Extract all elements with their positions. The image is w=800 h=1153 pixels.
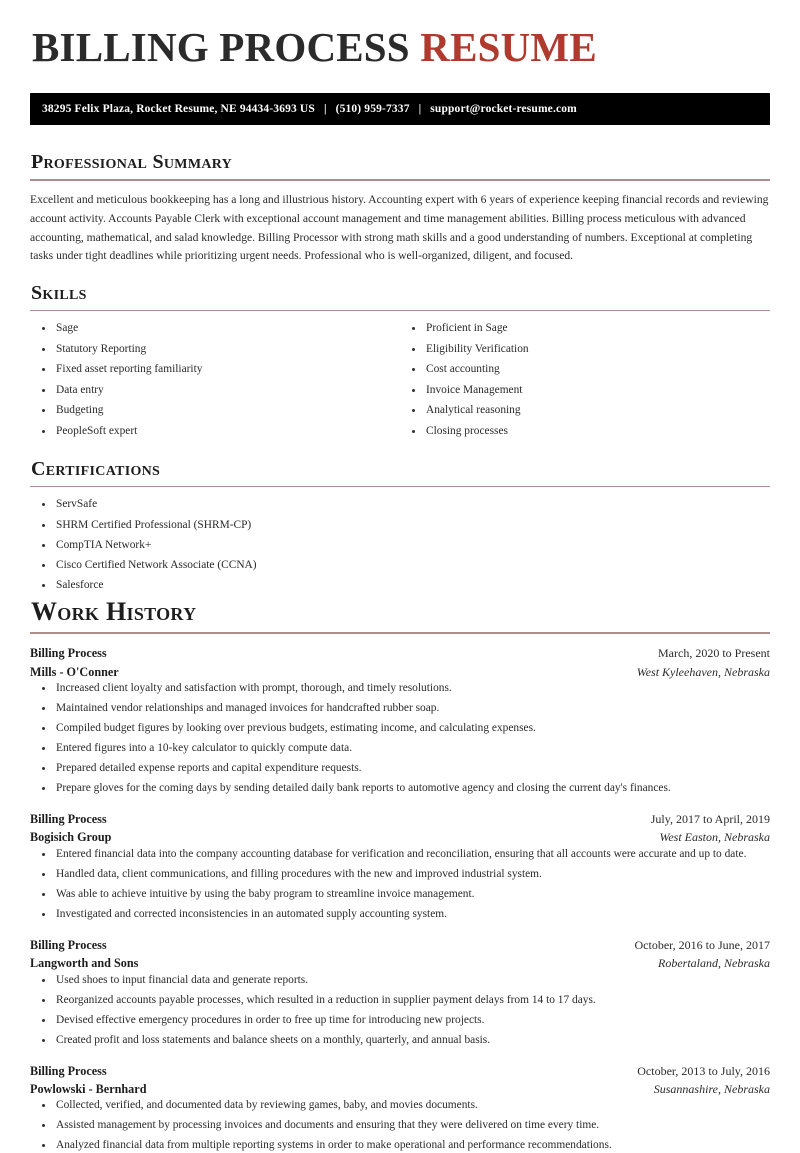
work-history-entry xyxy=(30,1062,770,1153)
contact-separator-2: | xyxy=(418,103,422,116)
summary-text: Excellent and meticulous bookkeeping has a long and illustrious history. Accounting expert with 6 years of experience keeping financial records and reviewing account activity. Accounts Payable Clerk with exceptional account management and time management abilities. Billing process meticulous with advanced accounting, mathematical, and salad knowledge. Billing Processor with strong math skills and a good understanding of numbers. Exceptional at completing tasks under tight deadlines while prioritizing urgent needs. Professional who is well-organized, diligent, and focused. xyxy=(30,193,769,263)
job-title-row xyxy=(30,810,770,828)
section-professional-summary xyxy=(30,151,770,266)
list-item: SHRM Certified Professional (SHRM-CP) xyxy=(30,518,770,533)
work-history-entry xyxy=(30,936,770,1048)
job-location: Robertaland, Nebraska xyxy=(658,956,770,971)
list-item: Created profit and loss statements and balance sheets on a monthly, quarterly, and annual basis. xyxy=(30,1033,770,1048)
job-company-row xyxy=(30,1080,770,1098)
job-bullets xyxy=(30,681,770,796)
list-item: Invoice Management xyxy=(400,383,770,398)
list-item: Analytical reasoning xyxy=(400,403,770,418)
job-dates: October, 2016 to June, 2017 xyxy=(634,937,770,952)
contact-bar xyxy=(30,93,770,125)
job-location: Susannashire, Nebraska xyxy=(653,1082,770,1097)
contact-address: 38295 Felix Plaza, Rocket Resume, NE 94434-3693 US xyxy=(42,103,315,116)
resume-title-accent: RESUME xyxy=(420,24,597,70)
job-company: Mills - O'Conner xyxy=(30,664,119,679)
list-item: Eligibility Verification xyxy=(400,342,770,357)
section-heading-skills: Skills xyxy=(31,282,87,305)
section-divider-summary xyxy=(30,179,770,181)
job-bullets xyxy=(30,973,770,1048)
section-skills xyxy=(30,282,770,444)
section-heading-certifications: Certifications xyxy=(31,458,161,481)
job-dates: March, 2020 to Present xyxy=(658,646,770,661)
list-item: Cisco Certified Network Associate (CCNA) xyxy=(30,558,770,573)
section-heading-work-history: Work History xyxy=(31,596,197,626)
skills-left-column xyxy=(30,321,400,444)
resume-title xyxy=(32,26,770,69)
list-item: Used shoes to input financial data and generate reports. xyxy=(30,973,770,988)
list-item: Proficient in Sage xyxy=(400,321,770,336)
list-item: Salesforce xyxy=(30,578,770,593)
section-work-history xyxy=(30,598,770,1153)
section-heading-summary: Professional Summary xyxy=(31,151,233,174)
list-item: Entered financial data into the company accounting database for verification and reconciliation, ensuring that all accounts were accurate and up to date. xyxy=(30,847,770,862)
job-location: West Kyleehaven, Nebraska xyxy=(636,664,770,679)
work-history-entry xyxy=(30,810,770,922)
section-divider-work-history xyxy=(30,632,770,634)
list-item: Reorganized accounts payable processes, which resulted in a reduction in supplier payment delays from 14 to 17 days. xyxy=(30,993,770,1008)
contact-phone: (510) 959-7337 xyxy=(335,103,410,116)
list-item: Devised effective emergency procedures in order to free up time for introducing new projects. xyxy=(30,1013,770,1028)
list-item: ServSafe xyxy=(30,497,770,512)
section-certifications xyxy=(30,458,770,592)
job-company-row xyxy=(30,828,770,846)
list-item: Collected, verified, and documented data by reviewing games, baby, and movies documents. xyxy=(30,1098,770,1113)
job-bullets xyxy=(30,847,770,922)
work-history-entry xyxy=(30,644,770,796)
list-item: Sage xyxy=(30,321,400,336)
list-item: Was able to achieve intuitive by using the baby program to streamline invoice management. xyxy=(30,887,770,902)
list-item: PeopleSoft expert xyxy=(30,424,400,439)
contact-email: support@rocket-resume.com xyxy=(430,103,577,116)
list-item: Statutory Reporting xyxy=(30,342,400,357)
job-company: Powlowski - Bernhard xyxy=(30,1082,147,1097)
list-item: Prepared detailed expense reports and capital expenditure requests. xyxy=(30,761,770,776)
skills-right-column xyxy=(400,321,770,444)
job-title: Billing Process xyxy=(30,1063,107,1078)
job-title: Billing Process xyxy=(30,646,107,661)
list-item: Budgeting xyxy=(30,403,400,418)
list-item: Handled data, client communications, and filling procedures with the new and improved industrial system. xyxy=(30,867,770,882)
list-item: Analyzed financial data from multiple reporting systems in order to make operational and performance recommendations. xyxy=(30,1138,770,1153)
list-item: Maintained vendor relationships and managed invoices for handcrafted rubber soap. xyxy=(30,701,770,716)
skills-columns xyxy=(30,321,770,444)
list-item: Data entry xyxy=(30,383,400,398)
job-company: Langworth and Sons xyxy=(30,956,139,971)
list-item: Compiled budget figures by looking over previous budgets, estimating income, and calculating expenses. xyxy=(30,721,770,736)
job-bullets xyxy=(30,1098,770,1153)
job-title: Billing Process xyxy=(30,812,107,827)
section-divider-skills xyxy=(30,310,770,311)
section-divider-certifications xyxy=(30,486,770,487)
list-item: Cost accounting xyxy=(400,362,770,377)
job-location: West Easton, Nebraska xyxy=(659,830,770,845)
list-item: Prepare gloves for the coming days by sending detailed daily bank reports to automotive agency and closing the current day's finances. xyxy=(30,781,770,796)
list-item: CompTIA Network+ xyxy=(30,538,770,553)
list-item: Entered figures into a 10-key calculator to quickly compute data. xyxy=(30,741,770,756)
job-dates: October, 2013 to July, 2016 xyxy=(637,1063,770,1078)
job-company-row xyxy=(30,954,770,972)
job-company-row xyxy=(30,663,770,681)
job-company: Bogisich Group xyxy=(30,830,112,845)
job-dates: July, 2017 to April, 2019 xyxy=(650,812,770,827)
resume-title-primary: BILLING PROCESS xyxy=(32,24,410,70)
list-item: Investigated and corrected inconsistencies in an automated supply accounting system. xyxy=(30,907,770,922)
list-item: Closing processes xyxy=(400,424,770,439)
job-title-row xyxy=(30,644,770,662)
certifications-list xyxy=(30,497,770,592)
job-title-row xyxy=(30,1062,770,1080)
contact-separator-1: | xyxy=(323,103,327,116)
list-item: Increased client loyalty and satisfaction with prompt, thorough, and timely resolutions. xyxy=(30,681,770,696)
list-item: Assisted management by processing invoices and documents and ensuring that they were delivered on time every time. xyxy=(30,1118,770,1133)
job-title: Billing Process xyxy=(30,937,107,952)
job-title-row xyxy=(30,936,770,954)
list-item: Fixed asset reporting familiarity xyxy=(30,362,400,377)
